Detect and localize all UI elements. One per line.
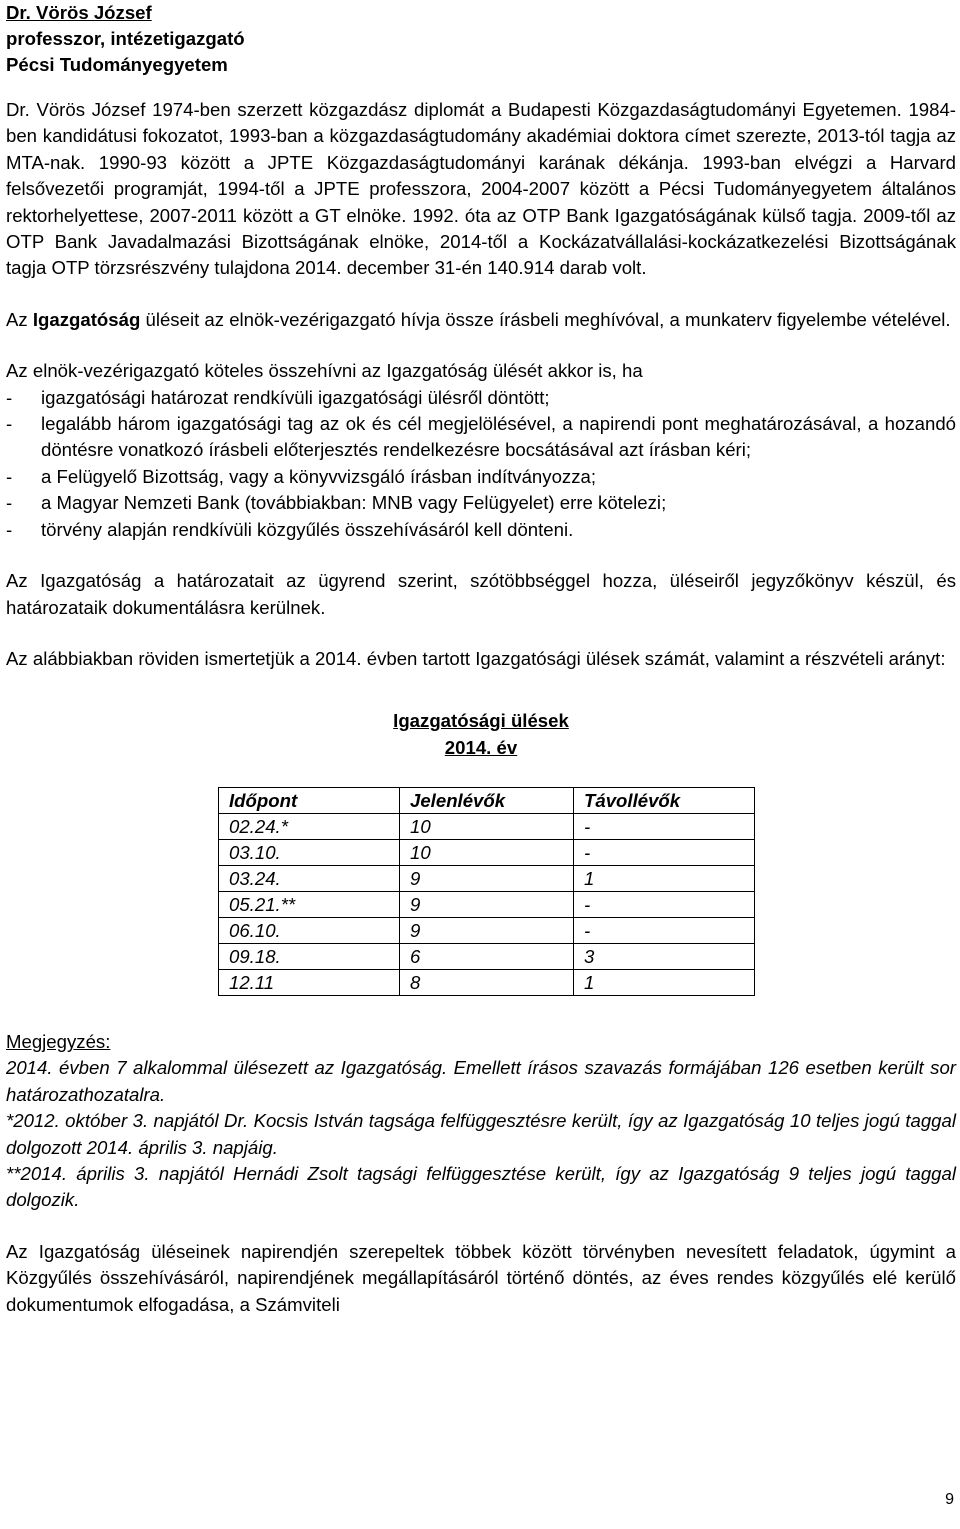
table-row [219, 944, 755, 970]
cell-present: 9 [400, 918, 574, 944]
notes-label: Megjegyzés: [6, 1031, 111, 1053]
cell-absent: - [574, 892, 755, 918]
person-institution: Pécsi Tudományegyetem [6, 54, 228, 75]
list-item [6, 385, 956, 411]
cell-present: 9 [400, 892, 574, 918]
cell-date: 12.11 [219, 970, 400, 996]
meetings-table [218, 787, 755, 996]
column-header-absent: Távollévők [574, 788, 755, 814]
cell-absent: 1 [574, 970, 755, 996]
table-header-row [219, 788, 755, 814]
table-title-line2: 2014. év [444, 737, 518, 759]
cell-date: 02.24.* [219, 814, 400, 840]
person-title: professzor, intézetigazgató [6, 28, 245, 49]
person-name: Dr. Vörös József [6, 2, 152, 23]
list-dash: - [6, 413, 13, 435]
table-row [219, 840, 755, 866]
cell-absent: 3 [574, 944, 755, 970]
cell-present: 8 [400, 970, 574, 996]
agenda-paragraph: Az Igazgatóság üléseinek napirendjén szerepeltek többek között törvényben nevesített feladatok, úgymint a Közgyűlés összehívásáról, napirendjének megállapításáról történő döntés, az éves rendes közgyűlés elé kerülő dokumentumok elfogadása, a Számviteli [6, 1240, 956, 1315]
cell-date: 03.24. [219, 866, 400, 892]
cell-absent: - [574, 814, 755, 840]
cell-present: 10 [400, 814, 574, 840]
table-title [6, 707, 956, 761]
cell-absent: - [574, 918, 755, 944]
page-number: 9 [945, 1491, 954, 1508]
table-row [219, 866, 755, 892]
list-dash: - [6, 518, 13, 540]
list-dash: - [6, 465, 13, 487]
table-row [219, 814, 755, 840]
cell-absent: - [574, 840, 755, 866]
table-row [219, 892, 755, 918]
list-item-text: a Felügyelő Bizottság, vagy a könyvvizsgáló írásban indítványozza; [41, 465, 597, 487]
summary-intro-paragraph: Az alábbiakban röviden ismertetjük a 2014. évben tartott Igazgatósági ülések számát, valamint a részvételi arányt: [6, 647, 946, 669]
list-item [6, 411, 956, 464]
note-2: *2012. október 3. napjától Dr. Kocsis István tagsága felfüggesztésre került, így az Igazgatóság 10 teljes jogú taggal dolgozott 2014. április 3. napjáig. [6, 1110, 956, 1158]
convening-rest: üléseit az elnök-vezérigazgató hívja össze írásbeli meghívóval, a munkaterv figyelembe vételével. [140, 308, 951, 330]
board-term: Igazgatóság [32, 308, 141, 330]
cell-present: 10 [400, 840, 574, 866]
column-header-present: Jelenlévők [400, 788, 574, 814]
list-item [6, 517, 956, 543]
cell-date: 06.10. [219, 918, 400, 944]
list-dash: - [6, 492, 13, 514]
obligation-intro: Az elnök-vezérigazgató köteles összehívni az Igazgatóság ülését akkor is, ha [6, 360, 643, 382]
convening-paragraph [6, 307, 956, 333]
list-item-text: igazgatósági határozat rendkívüli igazgatósági ülésről döntött; [41, 386, 550, 408]
cell-date: 03.10. [219, 840, 400, 866]
cell-absent: 1 [574, 866, 755, 892]
document-page [6, 0, 956, 1318]
list-item [6, 464, 956, 490]
table-title-line1: Igazgatósági ülések [393, 710, 569, 732]
list-dash: - [6, 386, 13, 408]
notes-block [6, 1055, 956, 1213]
cell-date: 09.18. [219, 944, 400, 970]
table-row [219, 970, 755, 996]
list-item [6, 490, 956, 516]
decision-paragraph: Az Igazgatóság a határozatait az ügyrend szerint, szótöbbséggel hozza, üléseiről jegyzőkönyv készül, és határozataik dokumentálásra kerülnek. [6, 570, 956, 618]
table-row [219, 918, 755, 944]
bio-header [6, 0, 956, 78]
cell-present: 6 [400, 944, 574, 970]
cell-date: 05.21.** [219, 892, 400, 918]
list-item-text: legalább három igazgatósági tag az ok és cél megjelölésével, a napirendi pont meghatározásával, a hozandó döntésre vonatkozó írásbeli előterjesztés rendelkezésre bocsátásával azt írásban kéri; [41, 413, 956, 461]
note-3: **2014. április 3. napjától Hernádi Zsolt tagsági felfüggesztése került, így az Igazgatóság 9 teljes jogú taggal dolgozik. [6, 1162, 956, 1211]
note-1: 2014. évben 7 alkalommal ülésezett az Igazgatóság. Emellett írásos szavazás formájában 126 esetben került sor határozathozatalra. [6, 1057, 956, 1105]
list-item-text: törvény alapján rendkívüli közgyűlés összehívásáról kell dönteni. [41, 518, 574, 540]
list-item-text: a Magyar Nemzeti Bank (továbbiakban: MNB vagy Felügyelet) erre kötelezi; [41, 492, 667, 514]
column-header-date: Időpont [219, 788, 400, 814]
convening-prefix: Az [6, 308, 33, 330]
cell-present: 9 [400, 866, 574, 892]
bio-paragraph: Dr. Vörös József 1974-ben szerzett közgazdász diplomát a Budapesti Közgazdaságtudományi Egyetemen. 1984-ben kandidátusi fokozatot, 1993-ban a közgazdaságtudomány akadémiai doktora címet szerezte, 2013-tól tagja az MTA-nak. 1990-93 között a JPTE Közgazdaságtudományi karának dékánja. 1993-ban elvégzi a Harvard felsővezetői programját, 1994-től a JPTE professzora, 2004-2007 között a Pécsi Tudományegyetem általános rektorhelyettese, 2007-2011 között a GT elnöke. 1992. óta az OTP Bank Igazgatóságának külső tagja. 2009-től az OTP Bank Javadalmazási Bizottságának elnöke, 2014-től a Kockázatvállalási-kockázatkezelési Bizottságának tagja OTP törzsrészvény tulajdona 2014. december 31-én 140.914 darab volt. [6, 99, 956, 279]
